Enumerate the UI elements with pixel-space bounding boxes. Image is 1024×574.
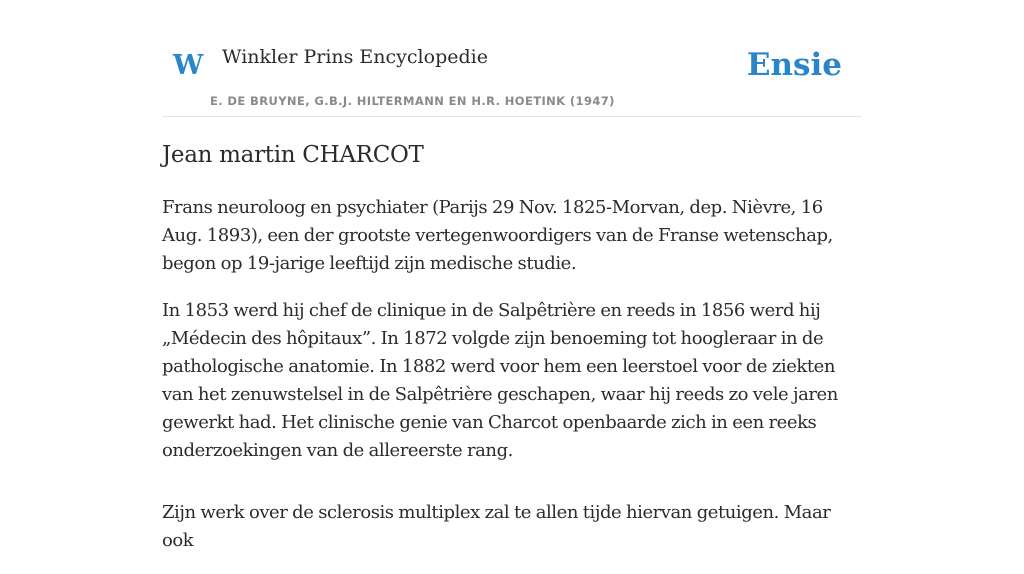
source-authors: E. DE BRUYNE, G.B.J. HILTERMANN EN H.R. HOETINK (1947): [210, 94, 615, 108]
article: [162, 138, 866, 574]
article-title: Jean martin CHARCOT: [162, 142, 424, 168]
source-logo[interactable]: W: [173, 50, 204, 81]
source-title[interactable]: Winkler Prins Encyclopedie: [222, 46, 488, 68]
source-header: [162, 0, 862, 117]
article-paragraph: Zijn werk over de sclerosis multiplex zal te allen tijde hiervan getuigen. Maar ook: [162, 502, 831, 551]
article-paragraph: Frans neuroloog en psychiater (Parijs 29 Nov. 1825-Morvan, dep. Nièvre, 16 Aug. 1893), een der grootste vertegenwoordigers van de Franse wetenschap, begon op 19-jarige leeftijd zijn medische studie.: [162, 197, 833, 274]
article-paragraph: In 1853 werd hij chef de clinique in de Salpêtrière en reeds in 1856 werd hij „Médecin des hôpitaux”. In 1872 volgde zijn benoeming tot hoogleraar in de pathologische anatomie. In 1882 werd voor hem een leerstoel voor de ziekten van het zenuwstelsel in de Salpêtrière geschapen, waar hij reeds zo vele jaren gewerkt had. Het clinische genie van Charcot openbaarde zich in een reeks onderzoekingen van de allereerste rang.: [162, 300, 838, 461]
brand-logo[interactable]: Ensie: [746, 47, 842, 83]
